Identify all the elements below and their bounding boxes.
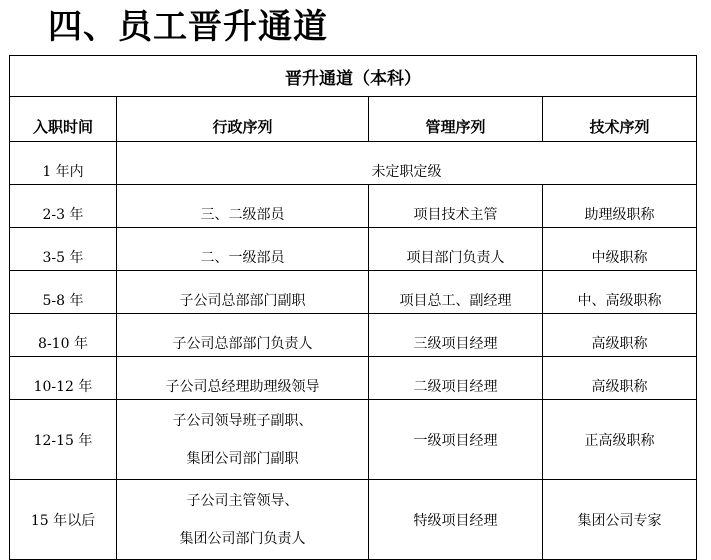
cell-time: 15 年以后: [10, 480, 117, 560]
cell-admin: [117, 314, 369, 357]
header-technical: 技术序列: [543, 97, 697, 142]
cell-admin-line: 子公司总部部门副职: [179, 293, 306, 309]
cell-time: 3-5 年: [10, 228, 117, 271]
table-row: [10, 271, 697, 314]
cell-admin: [117, 400, 369, 480]
section-heading: 四、员工晋升通道: [48, 7, 328, 47]
cell-admin-line: 集团公司部门负责人: [179, 530, 306, 547]
cell-technical: 助理级职称: [543, 185, 697, 228]
cell-time: 5-8 年: [10, 271, 117, 314]
cell-admin-line: 子公司领导班子副职、: [172, 412, 313, 429]
table-caption-row: [10, 56, 697, 97]
table-header-row: [10, 97, 697, 142]
cell-admin: [117, 271, 369, 314]
cell-time: 10-12 年: [10, 357, 117, 400]
table-row: [10, 357, 697, 400]
cell-technical: 正高级职称: [543, 400, 697, 480]
cell-admin-line: 三、二级部员: [200, 207, 285, 223]
cell-technical: 中、高级职称: [543, 271, 697, 314]
table-caption: 晋升通道（本科）: [10, 56, 697, 97]
cell-admin: [117, 357, 369, 400]
cell-management: 项目总工、副经理: [369, 271, 543, 314]
cell-time: 1 年内: [10, 142, 117, 185]
cell-time: 8-10 年: [10, 314, 117, 357]
cell-admin: [117, 228, 369, 271]
cell-admin: [117, 480, 369, 560]
cell-admin-line: 子公司主管领导、: [186, 492, 299, 509]
cell-management: 三级项目经理: [369, 314, 543, 357]
cell-admin-line: 子公司总部部门负责人: [172, 336, 313, 352]
header-management: 管理序列: [369, 97, 543, 142]
header-time: 入职时间: [10, 97, 117, 142]
cell-technical: 高级职称: [543, 314, 697, 357]
cell-technical: 高级职称: [543, 357, 697, 400]
cell-unassigned: 未定职定级: [117, 142, 697, 185]
table-row: [10, 142, 697, 185]
table-row: [10, 314, 697, 357]
header-admin: 行政序列: [117, 97, 369, 142]
table-row: [10, 185, 697, 228]
cell-management: 二级项目经理: [369, 357, 543, 400]
table-row: [10, 228, 697, 271]
cell-management: 特级项目经理: [369, 480, 543, 560]
cell-management: 项目技术主管: [369, 185, 543, 228]
cell-admin-line: 集团公司部门副职: [186, 450, 299, 467]
cell-admin: [117, 185, 369, 228]
table-row: [10, 480, 697, 560]
cell-time: 2-3 年: [10, 185, 117, 228]
cell-management: 项目部门负责人: [369, 228, 543, 271]
table-row: [10, 400, 697, 480]
cell-management: 一级项目经理: [369, 400, 543, 480]
cell-technical: 中级职称: [543, 228, 697, 271]
cell-time: 12-15 年: [10, 400, 117, 480]
cell-technical: 集团公司专家: [543, 480, 697, 560]
cell-admin-line: 二、一级部员: [200, 250, 285, 266]
cell-admin-line: 子公司总经理助理级领导: [165, 379, 320, 395]
promotion-table: [9, 55, 697, 560]
